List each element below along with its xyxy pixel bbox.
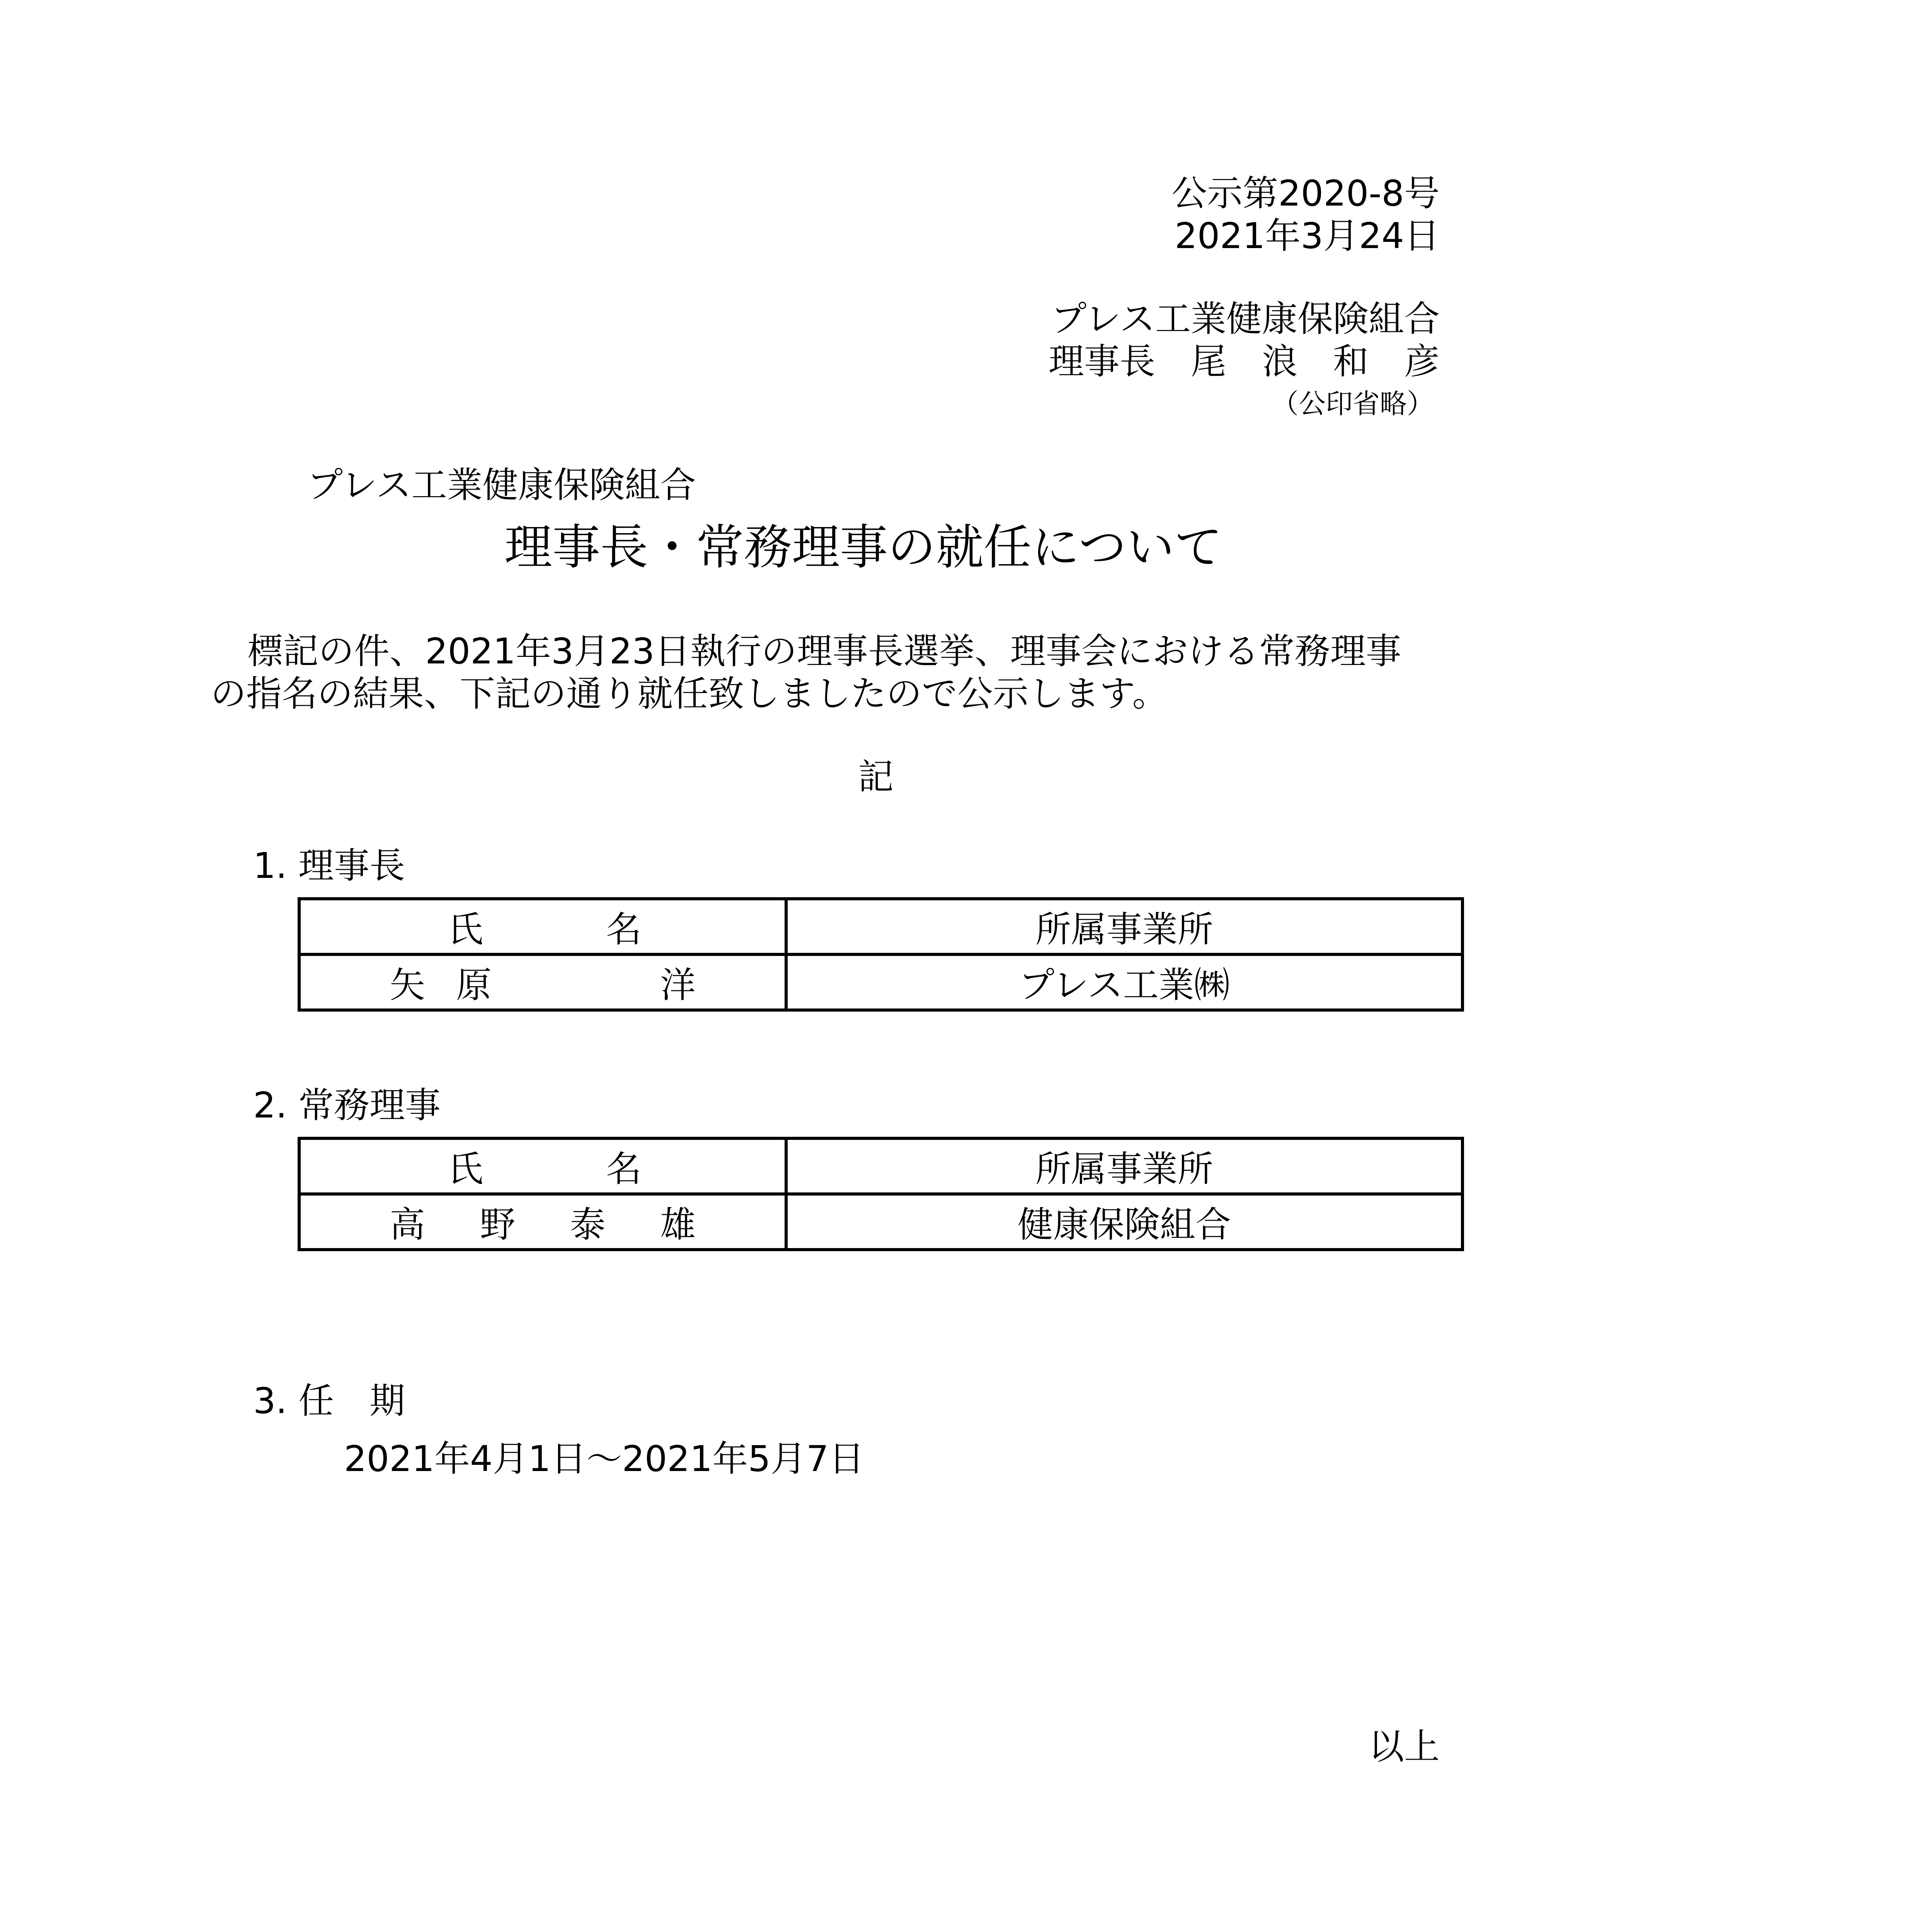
table-row: [299, 1194, 1462, 1250]
office-column-header: 所属事業所: [786, 899, 1462, 954]
chairman-office-cell: プレス工業㈱: [786, 954, 1462, 1010]
name-char: 泰: [570, 1204, 606, 1245]
notice-number: 公示第2020-8号: [1171, 173, 1440, 214]
table-header-row: [299, 899, 1462, 954]
section-chairman-heading: 1. 理事長: [253, 845, 405, 886]
director-table: [298, 1137, 1464, 1251]
document-title: 理事長・常務理事の就任について: [504, 520, 1222, 575]
name-column-header: [299, 899, 786, 954]
chairman-name-cell: [299, 954, 786, 1010]
name-char: 原: [456, 964, 492, 1006]
name-header-char: 名: [606, 909, 642, 950]
ki-marker: 記: [858, 756, 894, 798]
issuer-signatory: 理事長 尾 浪 和 彦: [1048, 341, 1440, 382]
name-header-char: 氏: [448, 1148, 484, 1190]
section-term-heading: 3. 任 期: [253, 1380, 405, 1422]
closing-mark: 以上: [1368, 1726, 1440, 1767]
table-row: [299, 954, 1462, 1010]
name-column-header: [299, 1138, 786, 1194]
addressee: プレス工業健康保険組合: [307, 464, 696, 506]
name-header-char: 名: [606, 1148, 642, 1190]
table-header-row: [299, 1138, 1462, 1194]
name-char: 野: [480, 1204, 516, 1245]
body-line-2: の指名の結果、下記の通り就任致しましたので公示します。: [211, 673, 1168, 714]
director-office-cell: 健康保険組合: [786, 1194, 1462, 1250]
body-line-1: 標記の件、2021年3月23日執行の理事長選挙、理事会における常務理事: [247, 631, 1401, 672]
name-header-char: 氏: [448, 909, 484, 950]
term-period: 2021年4月1日～2021年5月7日: [344, 1438, 865, 1480]
chairman-table: [298, 897, 1464, 1012]
name-char: 洋: [660, 964, 696, 1006]
issuer-organization: プレス工業健康保険組合: [1051, 298, 1440, 340]
notice-date: 2021年3月24日: [1175, 215, 1440, 257]
director-name-cell: [299, 1194, 786, 1250]
name-char: 雄: [660, 1204, 696, 1245]
section-director-heading: 2. 常務理事: [253, 1085, 441, 1126]
seal-omitted-note: （公印省略）: [1272, 388, 1434, 420]
name-char: 高: [390, 1204, 426, 1245]
name-char: 矢: [390, 964, 426, 1006]
office-column-header: 所属事業所: [786, 1138, 1462, 1194]
